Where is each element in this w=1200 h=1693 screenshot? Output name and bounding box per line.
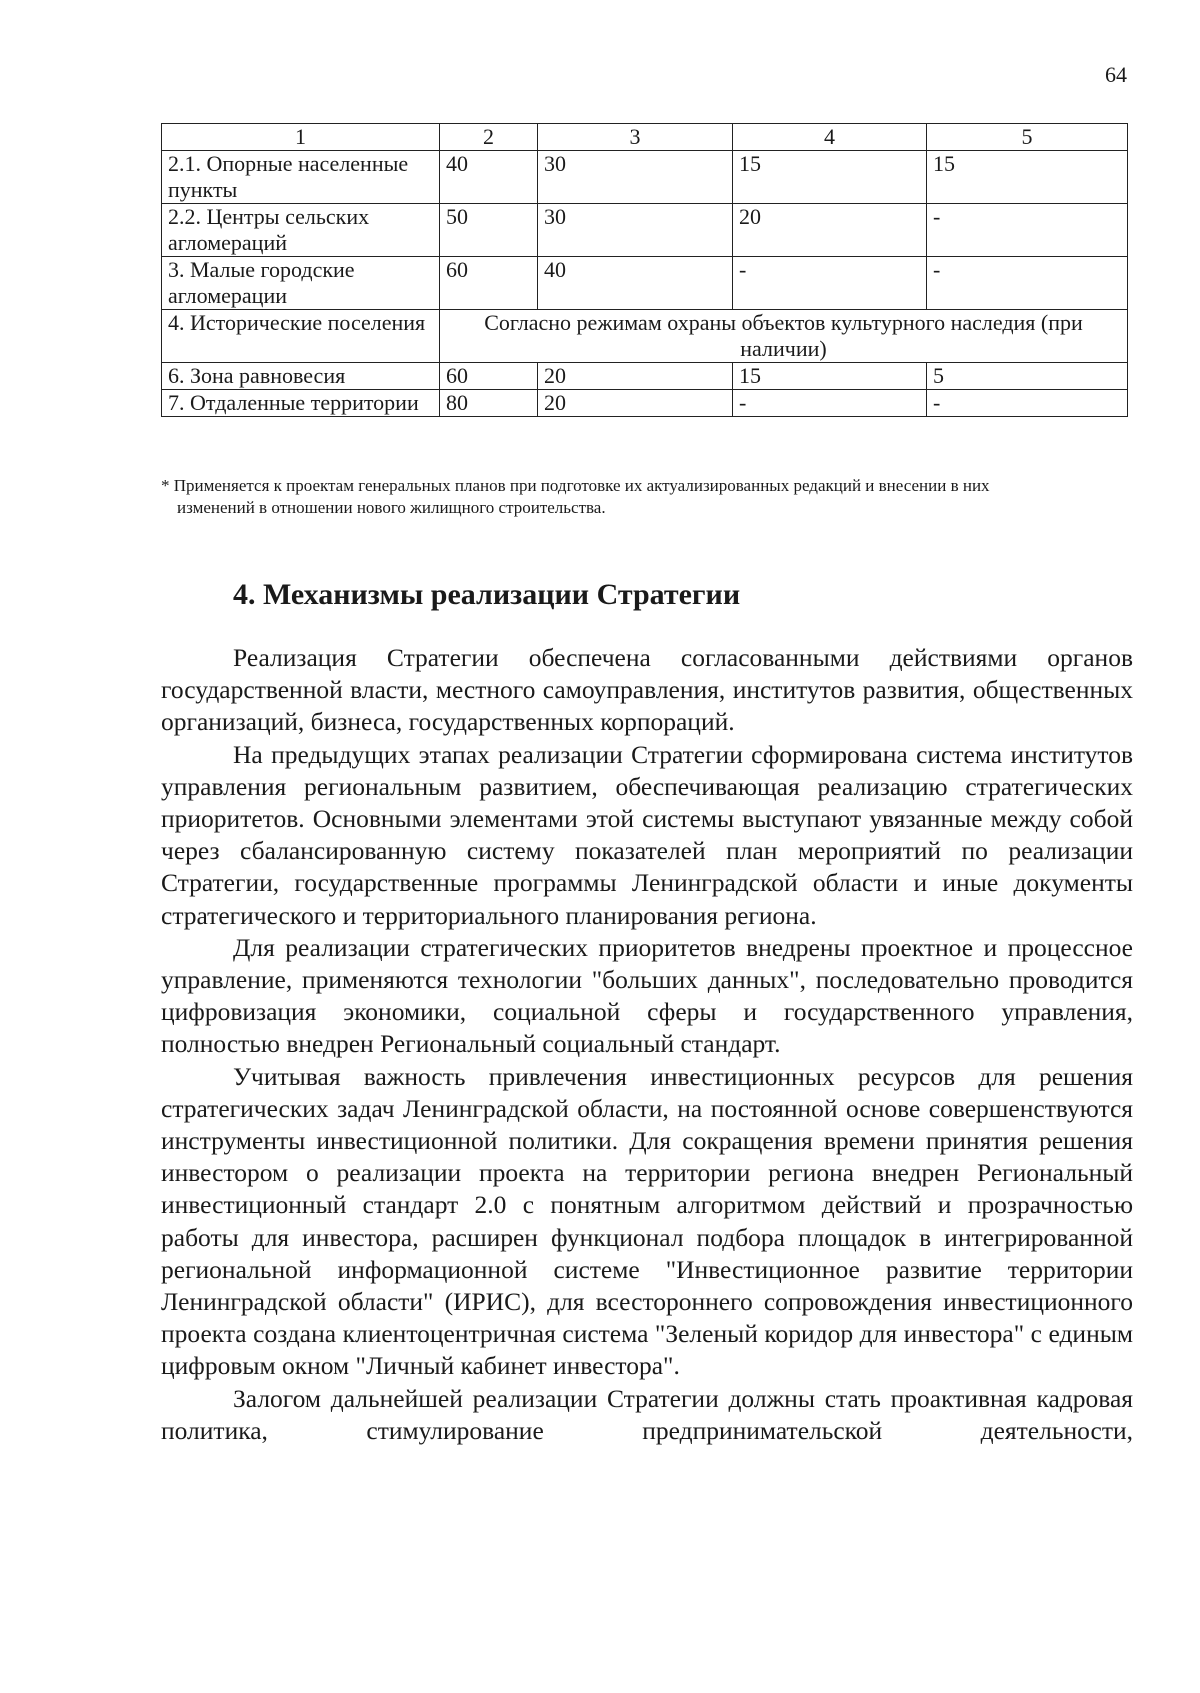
data-table: [161, 123, 1128, 417]
cell-value: 5: [927, 363, 1128, 390]
row-label: 2.1. Опорные населенные пункты: [162, 151, 440, 204]
row-label: 4. Исторические поселения: [162, 310, 440, 363]
table-row: [162, 204, 1128, 257]
paragraph: На предыдущих этапах реализации Стратегии сформирована система институтов управления региональным развитием, обеспечивающая реализацию стратегических приоритетов. Основными элементами этой системы выступают увязанные между собой через сбалансированную систему показателей план мероприятий по реализации Стратегии, государственные программы Ленинградской области и иные документы стратегического и территориального планирования региона.: [161, 739, 1133, 930]
row-label: 2.2. Центры сельских агломераций: [162, 204, 440, 257]
paragraph: Залогом дальнейшей реализации Стратегии должны стать проактивная кадровая политика, стимулирование предпринимательской деятельности,: [161, 1383, 1133, 1445]
cell-value: 15: [927, 151, 1128, 204]
paragraph: Реализация Стратегии обеспечена согласованными действиями органов государственной власти, местного самоуправления, институтов развития, общественных организаций, бизнеса, государственных корпораций.: [161, 643, 1133, 737]
section-heading: 4. Механизмы реализации Стратегии: [233, 578, 741, 611]
cell-value: -: [927, 204, 1128, 257]
cell-value: 80: [440, 390, 538, 417]
table-header-row: [162, 124, 1128, 151]
cell-value: 60: [440, 257, 538, 310]
cell-value: -: [927, 257, 1128, 310]
header-cell: 1: [162, 124, 440, 151]
row-label: 3. Малые городские агломерации: [162, 257, 440, 310]
cell-value: 40: [440, 151, 538, 204]
cell-value: -: [733, 390, 927, 417]
header-cell: 4: [733, 124, 927, 151]
header-cell: 5: [927, 124, 1128, 151]
paragraph: Учитывая важность привлечения инвестиционных ресурсов для решения стратегических задач Ленинградской области, на постоянной основе совершенствуются инструменты инвестиционной политики. Для сокращения времени принятия решения инвестором о реализации проекта на территории региона внедрен Региональный инвестиционный стандарт 2.0 с понятным алгоритмом действий и прозрачностью работы для инвестора, расширен функционал подбора площадок в интегрированной региональной информационной системе "Инвестиционное развитие территории Ленинградской области" (ИРИС), для всестороннего сопровождения инвестиционного проекта создана клиентоцентричная система "Зеленый коридор для инвестора" с единым цифровым окном "Личный кабинет инвестора".: [161, 1061, 1133, 1381]
cell-value: 15: [733, 151, 927, 204]
cell-value: 40: [538, 257, 733, 310]
paragraph: Для реализации стратегических приоритетов внедрены проектное и процессное управление, применяются технологии "больших данных", последовательно проводится цифровизация экономики, социальной сферы и государственного управления, полностью внедрен Региональный социальный стандарт.: [161, 932, 1133, 1059]
merged-cell: Согласно режимам охраны объектов культурного наследия (при наличии): [440, 310, 1128, 363]
cell-value: 30: [538, 204, 733, 257]
header-cell: 3: [538, 124, 733, 151]
cell-value: -: [927, 390, 1128, 417]
page-number: 64: [1105, 62, 1127, 87]
row-label: 6. Зона равновесия: [162, 363, 440, 390]
cell-value: 20: [733, 204, 927, 257]
cell-value: 20: [538, 363, 733, 390]
table-footnote: [161, 475, 1133, 519]
cell-value: 50: [440, 204, 538, 257]
footnote-line: * Применяется к проектам генеральных планов при подготовке их актуализированных редакций и внесении в них: [161, 476, 990, 495]
cell-value: 30: [538, 151, 733, 204]
table-row: [162, 390, 1128, 417]
cell-value: -: [733, 257, 927, 310]
cell-value: 60: [440, 363, 538, 390]
cell-value: 20: [538, 390, 733, 417]
table-row: [162, 151, 1128, 204]
footnote-line: изменений в отношении нового жилищного строительства.: [177, 498, 606, 517]
table-row: [162, 257, 1128, 310]
table-row: [162, 363, 1128, 390]
header-cell: 2: [440, 124, 538, 151]
body-text: [161, 642, 1133, 1447]
row-label: 7. Отдаленные территории: [162, 390, 440, 417]
table-row: [162, 310, 1128, 363]
cell-value: 15: [733, 363, 927, 390]
